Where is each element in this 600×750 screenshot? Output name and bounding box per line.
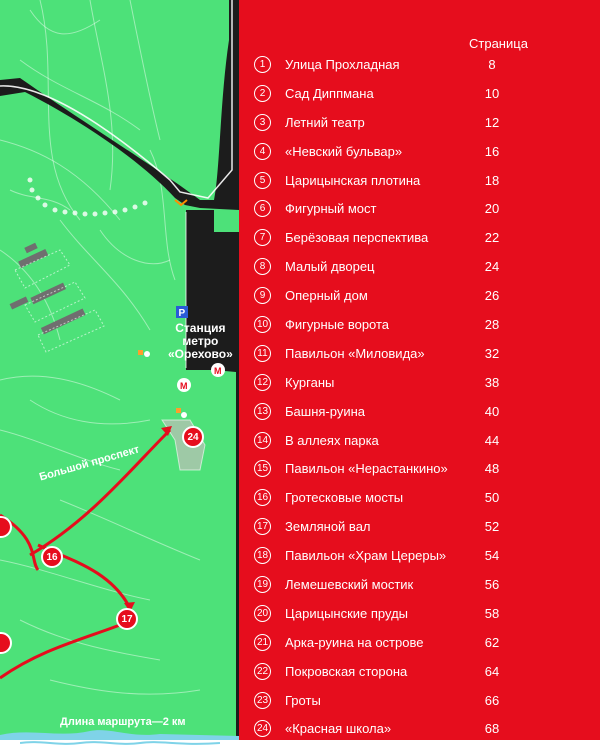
item-title: «Невский бульвар»	[285, 143, 403, 159]
item-title: Земляной вал	[285, 519, 371, 535]
item-number-badge: 20	[254, 605, 271, 622]
toc-row[interactable]	[254, 339, 594, 368]
route-length-label: Длина маршрута—2 км	[60, 716, 186, 728]
item-page-number: 64	[484, 663, 500, 679]
item-number-badge: 2	[254, 85, 271, 102]
item-title: Фигурный мост	[285, 201, 377, 217]
item-page-number: 40	[484, 403, 500, 419]
item-title: Царицынские пруды	[285, 605, 409, 621]
item-number-badge: 10	[254, 316, 271, 333]
item-title: Сад Диппмана	[285, 85, 374, 101]
item-number-badge: 8	[254, 258, 271, 275]
item-number-badge: 23	[254, 692, 271, 709]
item-page-number: 62	[484, 634, 500, 650]
item-number-badge: 16	[254, 489, 271, 506]
toc-row[interactable]	[254, 686, 594, 715]
toc-row[interactable]	[254, 397, 594, 426]
item-page-number: 38	[484, 374, 500, 390]
toc-row[interactable]	[254, 426, 594, 455]
toc-row[interactable]	[254, 541, 594, 570]
item-page-number: 66	[484, 692, 500, 708]
item-number-badge: 18	[254, 547, 271, 564]
item-title: Фигурные ворота	[285, 316, 390, 332]
item-title: Павильон «Храм Цереры»	[285, 548, 447, 564]
toc-row[interactable]	[254, 570, 594, 599]
toc-row[interactable]	[254, 628, 594, 657]
item-page-number: 18	[484, 172, 500, 188]
item-number-badge: 3	[254, 114, 271, 131]
item-number-badge: 21	[254, 634, 271, 651]
item-title: Покровская сторона	[285, 663, 408, 679]
item-page-number: 44	[484, 432, 500, 448]
item-page-number: 56	[484, 576, 500, 592]
item-number-badge: 5	[254, 172, 271, 189]
page-column-header: Страница	[469, 36, 528, 51]
toc-row[interactable]	[254, 50, 594, 79]
item-title: Малый дворец	[285, 259, 375, 275]
parking-icon	[176, 306, 188, 319]
item-number-badge: 11	[254, 345, 271, 362]
toc-row[interactable]	[254, 194, 594, 223]
toc-row[interactable]	[254, 79, 594, 108]
toc-row[interactable]	[254, 454, 594, 483]
item-title: Оперный дом	[285, 288, 368, 304]
item-number-badge: 7	[254, 229, 271, 246]
toc-row[interactable]	[254, 599, 594, 628]
svg-text:M: M	[180, 381, 188, 391]
item-title: В аллеях парка	[285, 432, 379, 448]
item-page-number: 20	[484, 201, 500, 217]
map-marker-16[interactable]: 16	[41, 546, 63, 568]
item-page-number: 52	[484, 519, 500, 535]
item-title: Гротесковые мосты	[285, 490, 404, 506]
toc-row[interactable]	[254, 512, 594, 541]
item-title: Башня-руина	[285, 403, 365, 419]
item-title: Гроты	[285, 692, 321, 708]
map-marker-24[interactable]: 24	[182, 426, 204, 448]
item-number-badge: 24	[254, 720, 271, 737]
item-page-number: 12	[484, 114, 500, 130]
item-page-number: 68	[484, 721, 500, 737]
item-number-badge: 15	[254, 460, 271, 477]
svg-text:M: M	[214, 366, 222, 376]
table-of-contents	[239, 0, 600, 740]
item-title: Берёзовая перспектива	[285, 230, 429, 246]
item-title: «Красная школа»	[285, 721, 392, 737]
park-map[interactable]	[0, 0, 239, 740]
toc-row[interactable]	[254, 252, 594, 281]
item-number-badge: 19	[254, 576, 271, 593]
toc-row[interactable]	[254, 137, 594, 166]
toc-row[interactable]	[254, 108, 594, 137]
item-page-number: 32	[484, 345, 500, 361]
item-title: Царицынская плотина	[285, 172, 421, 188]
item-title: Улица Прохладная	[285, 56, 400, 72]
item-page-number: 58	[484, 605, 500, 621]
metro-station-label: Станция метро «Орехово»	[168, 321, 233, 361]
item-number-badge: 1	[254, 56, 271, 73]
item-title: Арка-руина на острове	[285, 634, 424, 650]
toc-row[interactable]	[254, 223, 594, 252]
item-title: Летний театр	[285, 114, 365, 130]
item-number-badge: 4	[254, 143, 271, 160]
toc-row[interactable]	[254, 166, 594, 195]
water-edge	[20, 740, 220, 746]
toc-row[interactable]	[254, 657, 594, 686]
item-number-badge: 14	[254, 432, 271, 449]
item-number-badge: 9	[254, 287, 271, 304]
item-number-badge: 12	[254, 374, 271, 391]
map-drawing	[0, 0, 239, 740]
page-footer-strip	[0, 740, 600, 750]
item-page-number: 8	[488, 56, 496, 72]
item-page-number: 54	[484, 548, 500, 564]
toc-list	[254, 50, 594, 743]
item-number-badge: 6	[254, 200, 271, 217]
item-title: Лемешевский мостик	[285, 576, 414, 592]
item-page-number: 26	[484, 288, 500, 304]
item-page-number: 16	[484, 143, 500, 159]
item-number-badge: 13	[254, 403, 271, 420]
toc-row[interactable]	[254, 281, 594, 310]
item-title: Курганы	[285, 374, 335, 390]
item-page-number: 24	[484, 259, 500, 275]
item-title: Павильон «Нерастанкино»	[285, 461, 448, 477]
item-page-number: 22	[484, 230, 500, 246]
toc-row[interactable]	[254, 483, 594, 512]
item-page-number: 28	[484, 316, 500, 332]
item-page-number: 10	[484, 85, 500, 101]
toc-row[interactable]	[254, 310, 594, 339]
svg-text:P: P	[178, 308, 186, 319]
item-page-number: 50	[484, 490, 500, 506]
item-number-badge: 22	[254, 663, 271, 680]
map-marker-17[interactable]: 17	[116, 608, 138, 630]
item-page-number: 48	[484, 461, 500, 477]
prospect-label: Большой проспект	[38, 443, 141, 484]
item-title: Павильон «Миловида»	[285, 345, 425, 361]
toc-row[interactable]	[254, 368, 594, 397]
item-number-badge: 17	[254, 518, 271, 535]
